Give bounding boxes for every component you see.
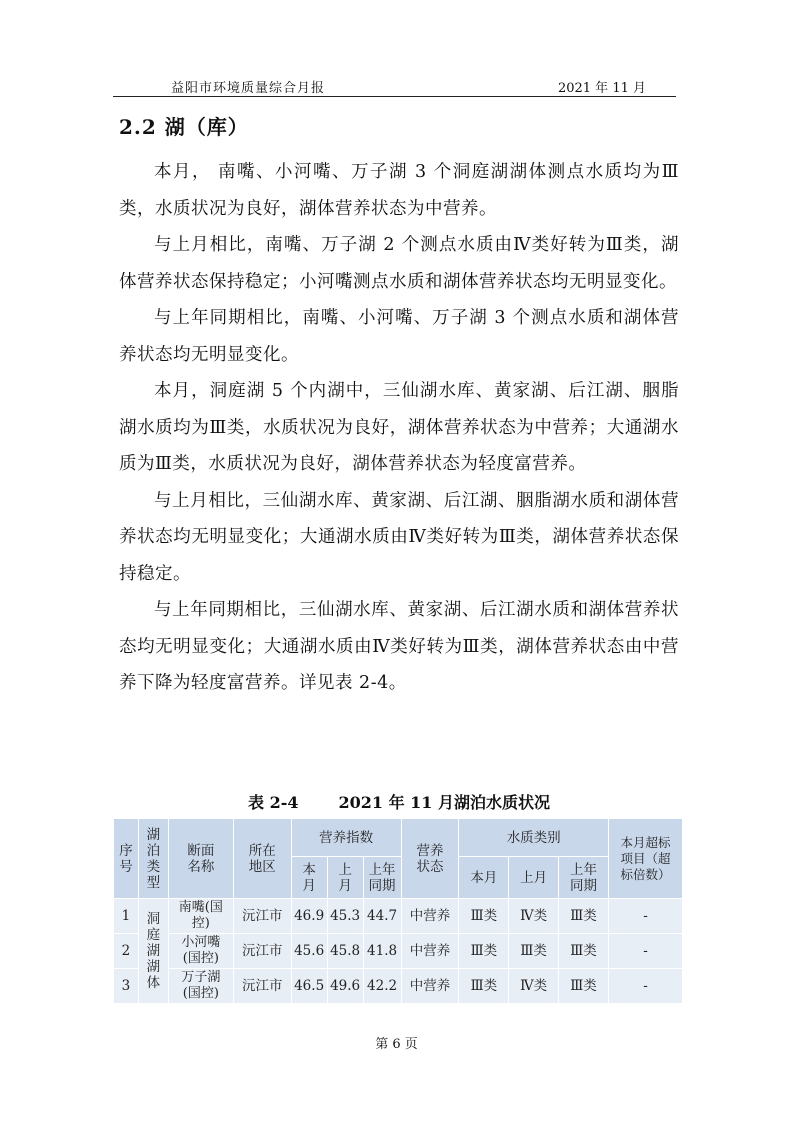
table-caption-title: 2021 年 11 月湖泊水质状况 [338, 793, 550, 812]
cell-index-this-month: 46.5 [291, 969, 327, 1004]
cell-index-this-month: 45.6 [291, 934, 327, 969]
header-class-last-year: 上年同期 [559, 857, 609, 899]
water-quality-table [113, 818, 683, 1004]
cell-nutrient-status: 中营养 [401, 934, 459, 969]
section-title: 2.2 湖（库） [119, 115, 249, 139]
cell-index-last-year: 41.8 [363, 934, 401, 969]
header-index-last-year: 上年同期 [363, 857, 401, 899]
header-class-last-month: 上月 [509, 857, 559, 899]
cell-index-this-month: 46.9 [291, 899, 327, 934]
cell-region: 沅江市 [233, 899, 291, 934]
paragraph: 本月， 南嘴、小河嘴、万子湖 3 个洞庭湖湖体测点水质均为Ⅲ类，水质状况为良好，湖体营养状态为中营养。 [119, 162, 679, 219]
cell-section-name: 小河嘴(国控) [168, 934, 233, 969]
table-row [114, 899, 683, 934]
cell-lake-type: 洞庭湖湖体 [138, 899, 168, 1004]
paragraph: 与上年同期相比，三仙湖水库、黄家湖、后江湖水质和湖体营养状态均无明显变化；大通湖水质由Ⅳ类好转为Ⅲ类，湖体营养状态由中营养下降为轻度富营养。详见表 2-4。 [119, 600, 679, 693]
cell-index-last-month: 45.3 [327, 899, 363, 934]
report-title: 益阳市环境质量综合月报 [171, 81, 326, 96]
cell-class-last-year: Ⅲ类 [559, 899, 609, 934]
cell-region: 沅江市 [233, 969, 291, 1004]
header-index-last-month: 上月 [327, 857, 363, 899]
cell-class-last-month: Ⅳ类 [509, 899, 559, 934]
header-region: 所在地区 [233, 819, 291, 899]
header-nutrient-index: 营养指数 [291, 819, 401, 857]
page-header [113, 74, 676, 97]
cell-no: 1 [114, 899, 139, 934]
cell-index-last-year: 44.7 [363, 899, 401, 934]
cell-class-last-month: Ⅳ类 [509, 969, 559, 1004]
cell-section-name: 南嘴(国控) [168, 899, 233, 934]
header-section: 断面名称 [168, 819, 233, 899]
table-row [114, 969, 683, 1004]
report-date: 2021 年 11 月 [557, 81, 646, 96]
cell-exceed: - [608, 969, 682, 1004]
table-row [114, 934, 683, 969]
cell-class-this-month: Ⅲ类 [459, 969, 509, 1004]
cell-exceed: - [608, 899, 682, 934]
cell-region: 沅江市 [233, 934, 291, 969]
cell-class-last-month: Ⅲ类 [509, 934, 559, 969]
header-class-this-month: 本月 [459, 857, 509, 899]
cell-no: 3 [114, 969, 139, 1004]
table-caption [119, 790, 679, 813]
cell-nutrient-status: 中营养 [401, 899, 459, 934]
header-lake-type: 湖泊类型 [138, 819, 168, 899]
cell-index-last-month: 49.6 [327, 969, 363, 1004]
cell-index-last-year: 42.2 [363, 969, 401, 1004]
header-nutrient-status: 营养状态 [401, 819, 459, 899]
header-exceed: 本月超标项目（超标倍数） [608, 819, 682, 899]
cell-class-last-year: Ⅲ类 [559, 934, 609, 969]
cell-section-name: 万子湖(国控) [168, 969, 233, 1004]
cell-class-this-month: Ⅲ类 [459, 899, 509, 934]
cell-nutrient-status: 中营养 [401, 969, 459, 1004]
header-index-this-month: 本月 [291, 857, 327, 899]
paragraph: 与上月相比，三仙湖水库、黄家湖、后江湖、胭脂湖水质和湖体营养状态均无明显变化；大通湖水质由Ⅳ类好转为Ⅲ类，湖体营养状态保持稳定。 [119, 490, 679, 584]
paragraph: 与上月相比，南嘴、万子湖 2 个测点水质由Ⅳ类好转为Ⅲ类，湖体营养状态保持稳定；小河嘴测点水质和湖体营养状态均无明显变化。 [119, 235, 679, 292]
cell-class-this-month: Ⅲ类 [459, 934, 509, 969]
paragraph: 本月，洞庭湖 5 个内湖中，三仙湖水库、黄家湖、后江湖、胭脂湖水质均为Ⅲ类，水质状况为良好，湖体营养状态为中营养；大通湖水质为Ⅲ类，水质状况为良好，湖体营养状态为轻度富营养。 [119, 381, 679, 474]
header-no: 序号 [114, 819, 139, 899]
cell-no: 2 [114, 934, 139, 969]
table-caption-number: 表 2-4 [248, 793, 299, 812]
cell-exceed: - [608, 934, 682, 969]
body-text [119, 154, 679, 702]
header-quality-class: 水质类别 [459, 819, 609, 857]
paragraph: 与上年同期相比，南嘴、小河嘴、万子湖 3 个测点水质和湖体营养状态均无明显变化。 [119, 308, 679, 365]
cell-class-last-year: Ⅲ类 [559, 969, 609, 1004]
page-number: 第 6 页 [375, 1037, 418, 1052]
cell-index-last-month: 45.8 [327, 934, 363, 969]
